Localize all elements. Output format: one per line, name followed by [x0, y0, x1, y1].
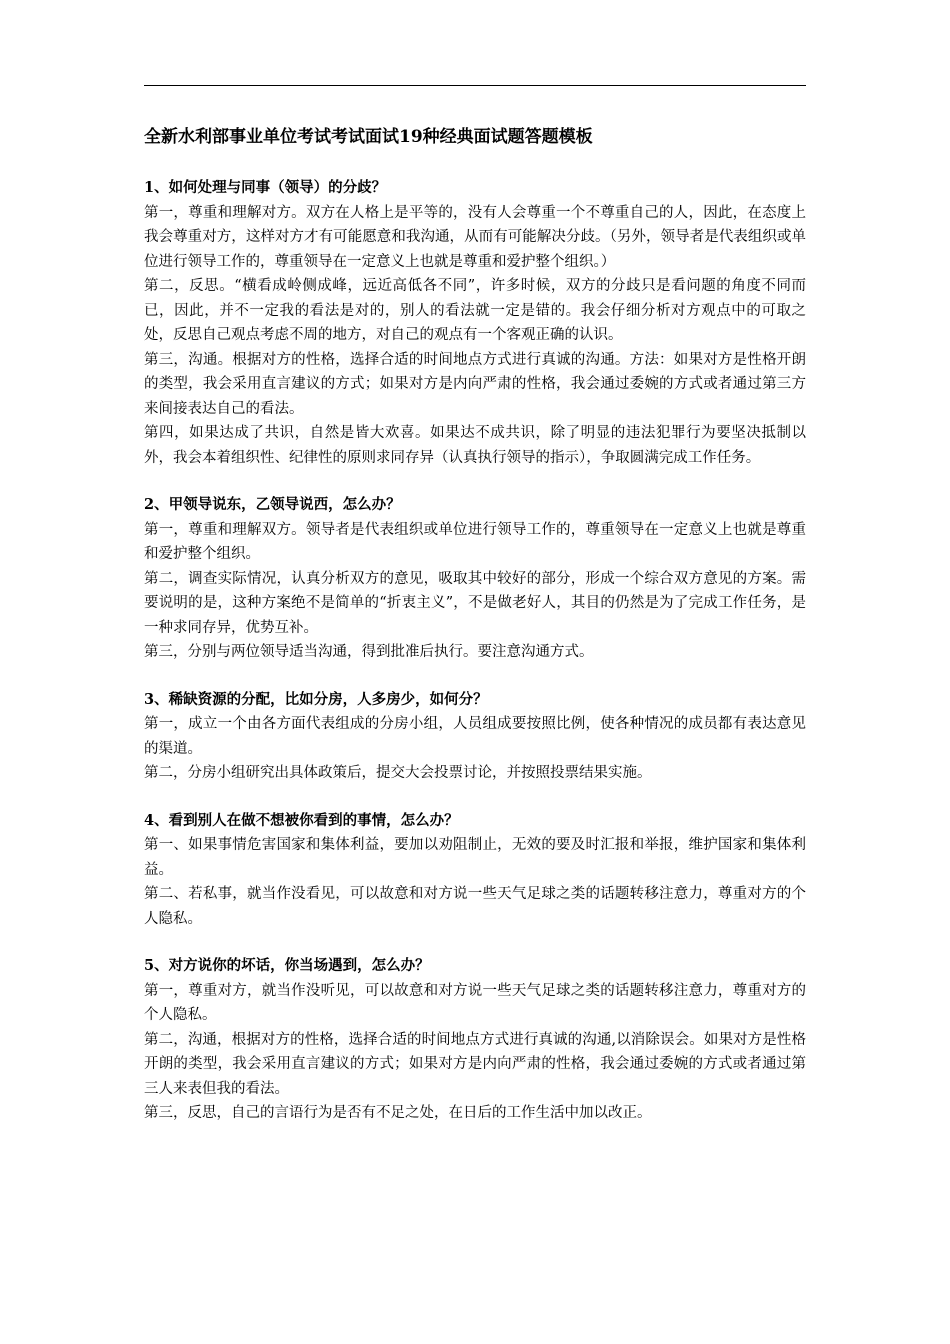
header-rule — [144, 85, 806, 86]
answer-paragraph: 第二，调查实际情况，认真分析双方的意见，吸取其中较好的部分，形成一个综合双方意见的方案。需要说明的是，这种方案绝不是简单的“折衷主义”，不是做老好人，其目的仍然是为了完成工作任务，是一种求同存异，优势互补。 — [144, 570, 806, 636]
answer-paragraph: 第一，成立一个由各方面代表组成的分房小组，人员组成要按照比例，使各种情况的成员都有表达意见的渠道。 — [144, 716, 806, 757]
answer-paragraph: 第二，沟通，根据对方的性格，选择合适的时间地点方式进行真诚的沟通,以消除误会。如果对方是性格开朗的类型，我会采用直言建议的方式；如果对方是内向严肃的性格，我会通过委婉的方式或者通过第三人来表但我的看法。 — [144, 1031, 806, 1097]
question-heading: 4、看到别人在做不想被你看到的事情，怎么办？ — [144, 811, 459, 829]
answer-paragraph: 第三，反思，自己的言语行为是否有不足之处，在日后的工作生活中加以改正。 — [144, 1105, 652, 1121]
answer-paragraph: 第二、若私事，就当作没看见，可以故意和对方说一些天气足球之类的话题转移注意力，尊重对方的个人隐私。 — [144, 886, 806, 927]
answer-paragraph: 第三，沟通。根据对方的性格，选择合适的时间地点方式进行真诚的沟通。方法：如果对方是性格开朗的类型，我会采用直言建议的方式；如果对方是内向严肃的性格，我会通过委婉的方式或者通过第三方来间接表达自己的看法。 — [144, 351, 806, 417]
answer-paragraph: 第三，分别与两位领导适当沟通，得到批准后执行。要注意沟通方式。 — [144, 644, 594, 660]
qa-section — [144, 809, 806, 932]
answer-paragraph: 第二，分房小组研究出具体政策后，提交大会投票讨论，并按照投票结果实施。 — [144, 765, 652, 781]
qa-section — [144, 954, 806, 1126]
question-heading: 5、对方说你的坏话，你当场遇到，怎么办？ — [144, 957, 430, 974]
answer-paragraph: 第二，反思。“横看成岭侧成峰，远近高低各不同”，许多时候，双方的分歧只是看问题的角度不同而已，因此，并不一定我的看法是对的，别人的看法就一定是错的。我会仔细分析对方观点中的可取之处，反思自己观点考虑不周的地方，对自己的观点有一个客观正确的认识。 — [144, 278, 806, 343]
answer-paragraph: 第四，如果达成了共识，自然是皆大欢喜。如果达不成共识，除了明显的违法犯罪行为要坚决抵制以外，我会本着组织性、纪律性的原则求同存异（认真执行领导的指示），争取圆满完成工作任务。 — [144, 425, 806, 466]
question-heading: 1、如何处理与同事（领导）的分歧？ — [144, 179, 387, 196]
qa-section — [144, 493, 806, 665]
document-body — [144, 176, 806, 1149]
document-title: 全新水利部事业单位考试考试面试19种经典面试题答题模板 — [144, 127, 593, 147]
question-heading: 3、稀缺资源的分配，比如分房，人多房少，如何分？ — [144, 690, 488, 708]
qa-section — [144, 688, 806, 786]
qa-section — [144, 176, 806, 470]
answer-paragraph: 第一，尊重对方，就当作没听见，可以故意和对方说一些天气足球之类的话题转移注意力，尊重对方的个人隐私。 — [144, 982, 806, 1023]
answer-paragraph: 第一，尊重和理解双方。领导者是代表组织或单位进行领导工作的，尊重领导在一定意义上也就是尊重和爱护整个组织。 — [144, 521, 806, 562]
answer-paragraph: 第一，尊重和理解对方。双方在人格上是平等的，没有人会尊重一个不尊重自己的人，因此，在态度上我会尊重对方，这样对方才有可能愿意和我沟通，从而有可能解决分歧。（另外，领导者是代表组织或单位进行领导工作的，尊重领导在一定意义上也就是尊重和爱护整个组织。） — [144, 204, 806, 270]
question-heading: 2、甲领导说东，乙领导说西，怎么办？ — [144, 496, 401, 513]
answer-paragraph: 第一、如果事情危害国家和集体利益，要加以劝阻制止，无效的要及时汇报和举报，维护国家和集体利益。 — [144, 837, 806, 878]
